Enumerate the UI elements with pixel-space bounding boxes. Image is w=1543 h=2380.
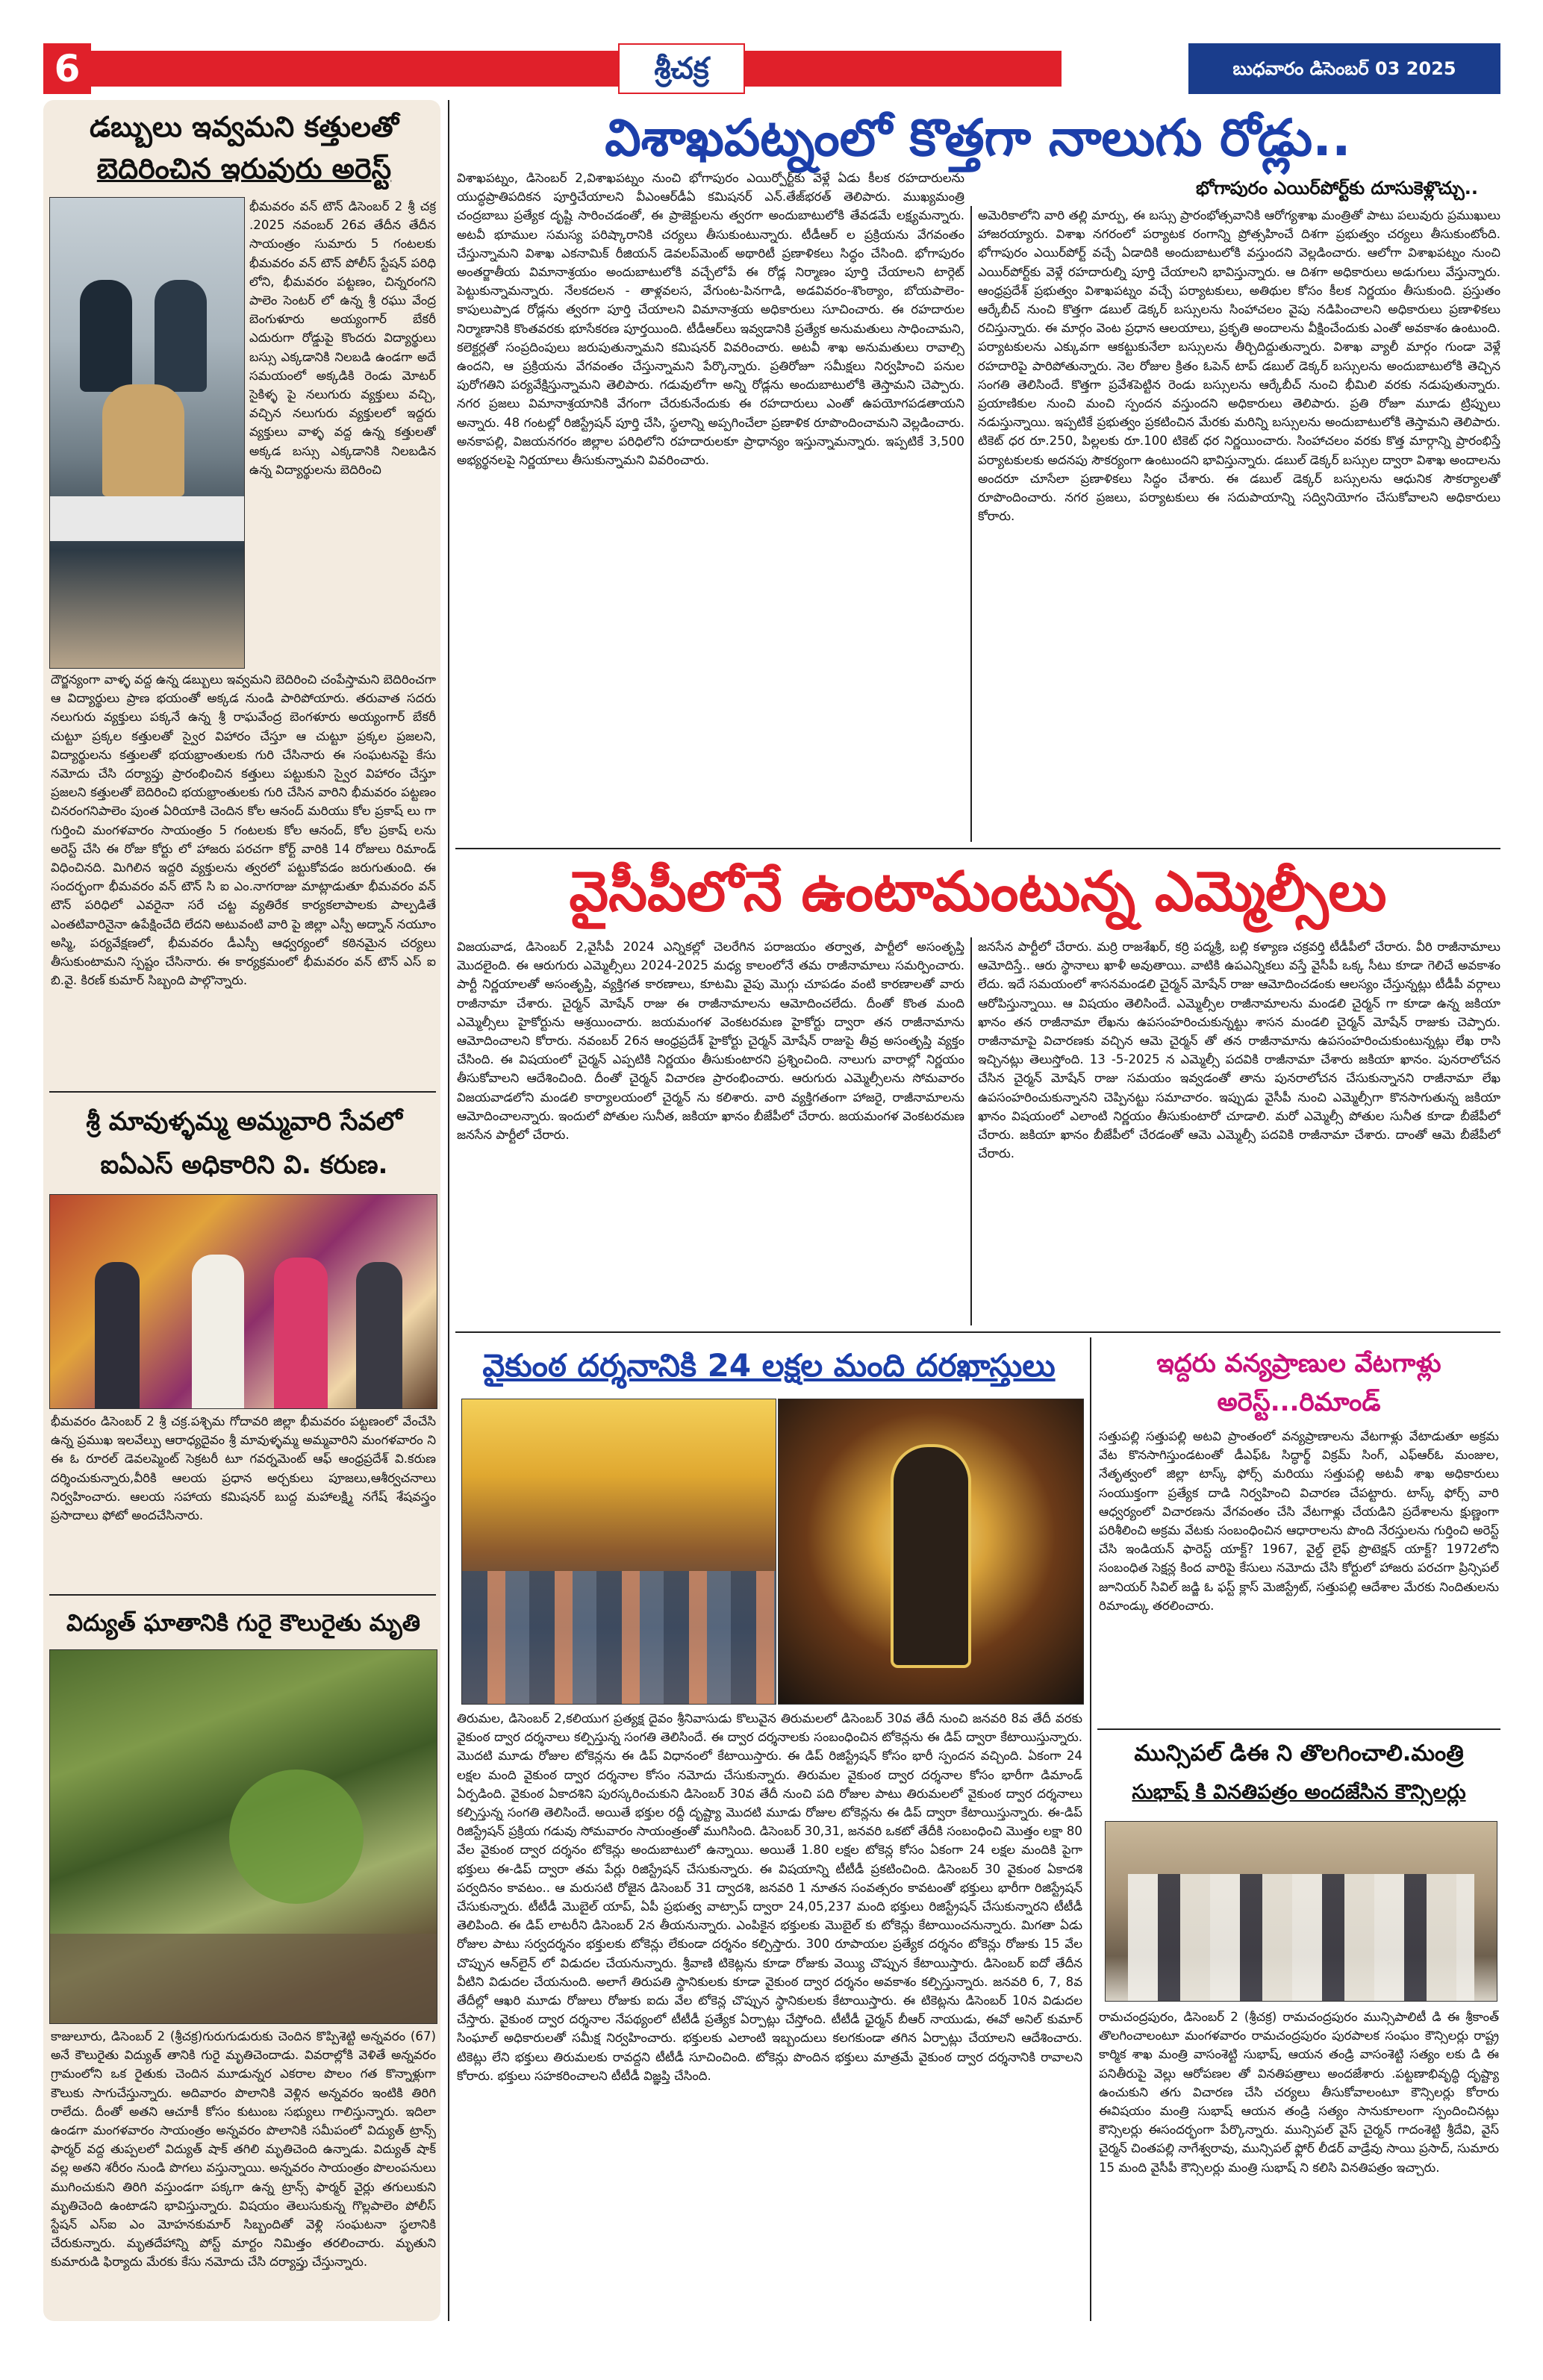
arrest-photo-figure-2 bbox=[155, 280, 207, 392]
left-story1-intro: భీమవరం వన్ టౌన్ డిసెంబర్ 2 శ్రీ చక్ర .2025 నవంబర్ 26వ తేదీన తేదీన సాయంత్రం సుమారు 5 గంటలకు భీమవరం వన్ టౌన్ పోలీస్ స్టేషన్ పరిధి లోని, భీమవరం పట్టణం, చిన్నరంగని పాలెం సెంటర్ లో ఉన్న శ్రీ రఘు వేంద్ర బెంగుళూరు అయ్యంగార్ బేకరీ ఎదురుగా రోడ్డుపై కొందరు విద్యార్థులు బస్సు ఎక్కడానికి నిలబడి ఉండగా అదే సమయంలో అక్కడికి రెండు మోటర్ సైకిళ్ళ పై నలుగురు వ్యక్తులు వచ్చి, వచ్చిన నలుగురు వ్యక్తులలో ఇద్దరు వ్యక్తులు వాళ్ళ వద్ద ఉన్న కత్తులతో అక్కడ బస్సు ఎక్కడానికి నిలబడిన ఉన్న విద్యార్థులను బెదిరించి bbox=[249, 199, 436, 477]
top-subhead: భోగాపురం ఎయిర్‌పోర్ట్‌కు దూసుకెళ్లొచ్చు.. bbox=[1195, 178, 1478, 199]
masthead-logo-box bbox=[618, 43, 745, 94]
temple-deity-photo bbox=[778, 1399, 1084, 1705]
temple-photo-person-4 bbox=[356, 1262, 402, 1408]
right-divider bbox=[1097, 1728, 1500, 1730]
right-story1-headline-2: అరెస్ట్...రిమాండ్ bbox=[1217, 1387, 1381, 1417]
right-story1-headline-1: ఇద్దరు వన్యప్రాణుల వేటగాళ్లు bbox=[1156, 1349, 1441, 1378]
left-story2-headline-2: ఐఏఎస్ అధికారిని వి. కరుణ. bbox=[100, 1150, 388, 1180]
right-column-divider bbox=[1090, 1337, 1091, 2321]
temple-photo-person-2 bbox=[192, 1255, 244, 1408]
top-col-1: విశాఖపట్నం, డిసెంబర్ 2,విశాఖపట్నం నుంచి భోగాపురం ఎయిర్పోర్ట్‌కు వెళ్లే ఏడు కీలక రహదారులను యుద్ధప్రాతిపదికన పూర్తిచేయాలని వీఎంఆర్‌డీఏ కమిషనర్ ఎన్.తేజ్‌భరత్ తెలిపారు. ముఖ్యమంత్రి చంద్రబాబు ప్రత్యేక దృష్టి సారించడంతో, ఈ ప్రాజెక్టులను త్వరగా అందుబాటులోకి తేవడమే లక్ష్యమన్నారు. అటవీ భూముల సమస్య పరిష్కారానికి చర్యలు తీసుకుంటున్నారు. టీడీఆర్ ల ప్రక్రియను వేగవంతం చేస్తున్నామని విశాఖ ఎకనామిక్ రీజియన్ డెవలప్‌మెంట్ అథారిటీ ప్రణాళికలు సిద్ధం చేసింది. భోగాపురం అంతర్జాతీయ విమానాశ్రయం అందుబాటులోకి వచ్చేలోపే ఈ రోడ్ల నిర్మాణం పూర్తి చేయాలని టార్గెట్ పెట్టుకున్నామన్నారు. నేలకదలన - తాళ్లవలస, వేగుంట-పినగాడి, అడవివరం-శొంఠ్యాం, బోయపాలెం-కాపులుప్పాడ రోడ్లను త్వరగా పూర్తి చేయాలని విమానాశ్రయ అధికారులు సూచించారు. ఈ రహదారుల నిర్మాణానికి కొంతవరకు భూసేకరణ పూర్తయింది. టీడీఆర్‌లు ఇవ్వడానికి ప్రత్యేక అనుమతులు సాధించామని, కలెక్టర్లతో సంప్రదింపులు జరుపుతున్నామని కమిషనర్ వివరించారు. అటవీ శాఖ అనుమతులు రావాల్సి ఉందని, ఆ ప్రక్రియను వేగవంతం చేస్తున్నామని పేర్కొన్నారు. ప్రతిరోజూ సమీక్షలు నిర్వహించి పనుల పురోగతిని పర్యవేక్షిస్తున్నామని తెలిపారు. గడువులోగా అన్ని రోడ్లను అందుబాటులోకి తెస్తామని చెప్పారు. నగర ప్రజలు విమానాశ్రయానికి వేగంగా చేరుకునేందుకు ఈ రహదారులు ఎంతో ఉపయోగపడతాయని అన్నారు. 48 గంటల్లో రిజిస్ట్రేషన్ పూర్తి చేసి, స్థలాన్ని అప్పగించేలా ప్రణాళిక రూపొందించామని వెల్లడించారు. అనకాపల్లి, విజయనగరం జిల్లాల పరిధిలోని రహదారులకూ ప్రాధాన్యం ఇస్తున్నామన్నారు. ఇప్పటికే 3,500 అభ్యర్థనలపై నిర్ణయాలు తీసుకున్నామని వివరించారు. bbox=[457, 171, 964, 468]
lead-bottom-rule bbox=[455, 848, 1500, 849]
right-story2-headline-2: సుభాష్ కి వినతిపత్రం అందజేసిన కౌన్సిలర్లు bbox=[1132, 1781, 1466, 1804]
temple-photo-person-1 bbox=[95, 1262, 140, 1408]
right-story2-body: రామచంద్రపురం, డిసెంబర్ 2 (శ్రీచక్ర) రామచంద్రపురం మున్సిపాలిటీ డి ఈ శ్రీకాంత్ తొలగించాలంటూ మంగళవారం రామచంద్రపురం పురపాలక సంఘం కౌన్సిలర్లు రాష్ట్ర కార్మిక శాఖ మంత్రి వాసంశెట్టి సుభాష్, ఆయన తండ్రి వాసంశెట్టి సత్యం లకు డి ఈ పనితీరుపై వెల్లు ఆరోపణల తో వినతిపత్రాలు అందజేశారు .పట్టణాభివృద్ధి దృష్ట్యా ఉంచుకుని తగు విచారణ చేసి చర్యలు తీసుకోవాలంటూ కౌన్సిలర్లు కోరారు ఈవిషయం మంత్రి సుభాష్ ఆయన తండ్రి సత్యం సానుకూలంగా స్పందించినట్లు కౌన్సిలర్లు ఈసందర్భంగా పేర్కొన్నారు. మున్సిపల్ వైస్ చైర్మన్ గాదంశెట్టి శ్రీదేవి, వైస్ చైర్మన్ చింతపల్లి నాగేశ్వరావు, మున్సిపల్ ఫ్లోర్ లీడర్ వాడ్రేవు సాయి ప్రసాద్, సుమారు 15 మంది వైసీపీ కౌన్సిలర్లు మంత్రి సుభాష్ ని కలిసి వినతిపత్రం ఇచ్చారు. bbox=[1099, 2010, 1499, 2175]
vaikunta-body: తిరుమల, డిసెంబర్ 2,కలియుగ ప్రత్యక్ష దైవం శ్రీనివాసుడు కొలువైన తిరుమలలో డిసెంబర్ 30వ తేదీ నుంచి జనవరి 8వ తేదీ వరకు వైకుంఠ ద్వార దర్శనాలు కల్పిస్తున్న సంగతి తెలిసిందే. ఈ ద్వార దర్శనాలకు సంబంధించిన టోకెన్లను ఈ డిప్ ద్వారా కేటాయిస్తున్నారు. మొదటి మూడు రోజుల టోకెన్లను ఈ డిప్ విధానంలో కేటాయిస్తారు. ఈ డిప్ రిజిస్ట్రేషన్ కోసం భారీ స్పందన వచ్చింది. ఏకంగా 24 లక్షల మంది వైకుంఠ ద్వార దర్శనాల కోసం నమోదు చేసుకున్నారు. తిరుమల వైకుంఠ ద్వార దర్శనాల కోసం భారీగా డిమాండ్ ఏర్పడింది. వైకుంఠ ఏకాదశిని పురస్కరించుకుని డిసెంబర్ 30వ తేదీ నుంచి పది రోజుల పాటు తిరుమలలో వైకుంఠ ద్వార దర్శనాలు కల్పిస్తున్న సంగతి తెలిసిందే. అయితే భక్తుల రద్దీ దృష్ట్యా మొదటి మూడు రోజుల టోకెన్లను ఈ డిప్ ద్వారా కేటాయిస్తున్నారు. ఈ-డిప్ రిజిస్ట్రేషన్ ప్రక్రియ గడువు సోమవారం సాయంత్రంతో ముగిసింది. డిసెంబర్ 30,31, జనవరి ఒకటో తేదీకి సంబంధించి మొత్తం లక్షా 80 వేల వైకుంఠ ద్వార దర్శనం టోకెన్లు అందుబాటులో ఉన్నాయి. అయితే 1.80 లక్షల టోకెన్ల కోసం ఏకంగా 24 లక్షల మందికి పైగా భక్తులు ఈ-డిప్ ద్వారా తమ పేర్లు రిజిస్ట్రేషన్ చేసుకున్నారు. ఈ విషయాన్ని టీటీడీ ప్రకటించింది. డిసెంబర్ 30 వైకుంఠ ఏకాదశి పర్వదినం కావటం.. ఆ మరుసటి రోజైన డిసెంబర్ 31 ద్వాదశి, జనవరి 1 నూతన సంవత్సరం కావటంతో భక్తులు భారీగా రిజిస్ట్రేషన్ చేసుకున్నారు. టీటీడీ మొబైల్ యాప్, ఏపీ ప్రభుత్వ వాట్సాప్ ద్వారా 24,05,237 మంది భక్తులు రిజిస్ట్రేషన్ చేసుకున్నారని టీటీడీ తెలిపింది. ఈ డిప్ లాటరీని డిసెంబర్ 2న తీయనున్నారు. ఎంపికైన భక్తులకు మొబైల్ కు టోకెన్లు కేటాయించనున్నారు. మిగతా ఏడు రోజుల పాటు సర్వదర్శనం భక్తులకు టోకెన్లు లేకుండా దర్శనం కల్పిస్తారు. 300 రూపాయల ప్రత్యేక దర్శనం టోకెన్లు రోజుకు 15 వేల చొప్పున ఆన్‌లైన్ లో విడుదల చేయనున్నారు. శ్రీవాణి టికెట్లను కూడా రోజుకు వెయ్యి చొప్పున కేటాయిస్తారు. డిసెంబర్ ఐదో తేదీన వీటిని విడుదల చేయనుంది. అలాగే తిరుపతి స్థానికులకు కూడా వైకుంఠ ద్వార దర్శనం అవకాశం కల్పిస్తున్నారు. జనవరి 6, 7, 8వ తేదీల్లో ఆఖరి మూడు రోజులు రోజుకు ఐదు వేల టోకెన్ల చొప్పున స్థానికులకు కేటాయిస్తారు. ఈ టికెట్లను డిసెంబర్ 10న విడుదల చేస్తారు. వైకుంఠ ద్వార దర్శనాల నేపథ్యంలో టీటీడీ ప్రత్యేక ఏర్పాట్లు చేస్తోంది. టీటీడీ ఛైర్మన్ బీఆర్ నాయుడు, ఈవో అనిల్ కుమార్ సింఘాల్ అధికారులతో సమీక్ష నిర్వహించారు. భక్తులకు ఎలాంటి ఇబ్బందులు కలగకుండా తగిన ఏర్పాట్లు చేయాలని ఆదేశించారు. టికెట్లు లేని భక్తులు తిరుమలకు రావద్దని టీటీడీ సూచించింది. టోకెన్లు పొందిన భక్తులు మాత్రమే వైకుంఠ ద్వార దర్శనానికి రావాలని కోరారు. భక్తులు సహకరించాలని టీటీడీ విజ్ఞప్తి చేసింది. bbox=[457, 1711, 1082, 2083]
top-headline: విశాఖపట్నంలో కొత్తగా నాలుగు రోడ్లు.. bbox=[605, 109, 1351, 168]
arrest-photo-officer bbox=[102, 384, 184, 496]
left-story3-headline: విద్యుత్ ఘాతానికి గురై కౌలురైతు మృతి bbox=[66, 1610, 420, 1637]
left-story1-headline-2: బెదిరించిన ఇరువురు అరెస్ట్ bbox=[96, 152, 392, 185]
left-story2-headline-1: శ్రీ మావుళ్ళమ్మ అమ్మవారి సేవలో bbox=[86, 1107, 402, 1137]
masthead-date-box bbox=[1188, 43, 1500, 94]
right-story2-headline-1: మున్సిపల్ డిఈ ని తొలగించాలి.మంత్రి bbox=[1134, 1740, 1464, 1767]
temple-visit-photo bbox=[49, 1194, 437, 1409]
top-col-divider bbox=[970, 206, 972, 842]
field-accident-photo bbox=[49, 1649, 437, 2024]
field-photo-ground bbox=[50, 1934, 437, 2023]
sidebar-divider bbox=[448, 100, 449, 2321]
paper-logo: శ్రీచక్ర bbox=[654, 51, 709, 86]
left-divider-1 bbox=[49, 1091, 436, 1093]
councillors-photo bbox=[1105, 1821, 1497, 2002]
top-col-2: అమెరికాలోని వారి తల్లి మార్పు, ఈ బస్సు ప్రారంభోత్సవానికి ఆరోగ్యశాఖ మంత్రితో పాటు పలువురు ప్రముఖులు హాజరయ్యారు. విశాఖ నగరంలో పర్యాటక రంగాన్ని ప్రోత్సహించే దిశగా ప్రభుత్వం చర్యలు తీసుకుంటోంది. భోగాపురం ఎయిర్‌పోర్ట్ వచ్చే ఏడాదికి అందుబాటులోకి వస్తుందని వెల్లడించారు. ఆలోగా విశాఖపట్నం నుంచి ఎయిర్‌పోర్ట్‌కు వెళ్లే రహదారుల్ని పూర్తి చేయాలని భావిస్తున్నారు. ఆ దిశగా అధికారులు అడుగులు వేస్తున్నారు. ఆంధ్రప్రదేశ్ ప్రభుత్వం విశాఖపట్నం వచ్చే పర్యాటకులు, అతిథుల కోసం కీలక నిర్ణయం తీసుకుంది. ప్రస్తుతం ఆర్కేబీచ్ నుంచి కొత్తగా డబుల్ డెక్కర్ బస్సులను సింహాచలం వైపు నడిపించాలని అధికారులు ప్రణాళికలు రచిస్తున్నారు. ఈ మార్గం వెంట ప్రధాన ఆలయాలు, ప్రకృతి అందాలను వీక్షించేందుకు ఎంతో అవకాశం ఉంటుంది. పర్యాటకులను ఎక్కువగా ఆకట్టుకునేలా బస్సులను తీర్చిదిద్దుతున్నారు. విశాఖ వ్యాలీ మార్గం గుండా వెళ్లే రహదారిపై పారిపోతున్నారు. నెల రోజుల క్రితం ఓపెన్ టాప్ డబుల్ డెక్కర్ బస్సులను అందుబాటులోకి తెచ్చిన సంగతి తెలిసిందే. కొత్తగా ప్రవేశపెట్టిన రెండు బస్సులను ఆర్కేబీచ్ నుంచి భీమిలి వరకు నడుపుతున్నారు. ప్రయాణికుల నుంచి మంచి స్పందన వస్తుందని అధికారులు తెలిపారు. ప్రతి రోజూ మూడు ట్రిప్పులు నడుస్తున్నాయి. ఇప్పటికే ప్రభుత్వం ప్రకటించిన మేరకు మరిన్ని బస్సులను అందుబాటులోకి తెస్తామని తెలిపారు. టికెట్ ధర రూ.250, పిల్లలకు రూ.100 టికెట్ ధర నిర్ణయించారు. సింహాచలం వరకు కొత్త మార్గాన్ని ప్రారంభిస్తే పర్యాటకులకు అదనపు సౌకర్యంగా ఉంటుందని భావిస్తున్నారు. డబుల్ డెక్కర్ బస్సుల ద్వారా విశాఖ అందాలను అందరూ చూసేలా ప్రణాళికలు సిద్ధం చేశారు. ఈ డబుల్ డెక్కర్ బస్సులను ఆధునిక సౌకర్యాలతో రూపొందించారు. నగర ప్రజలు, పర్యాటకులు ఈ సదుపాయాన్ని సద్వినియోగం చేసుకోవాలని అధికారులు కోరారు. bbox=[978, 208, 1500, 524]
temple-photo-person-3 bbox=[274, 1258, 328, 1408]
devotees-queue-photo bbox=[461, 1399, 776, 1705]
masthead-band-red bbox=[91, 51, 1062, 87]
deity-figure bbox=[891, 1444, 971, 1668]
date-line: బుధవారం డిసెంబర్ 03 2025 bbox=[1232, 58, 1456, 79]
left-story1-body: దౌర్జన్యంగా వాళ్ళ వద్ద ఉన్న డబ్బులు ఇవ్వమని బెదిరించి చంపేస్తామని బెదిరించగా ఆ విద్యార్థులు ప్రాణ భయంతో అక్కడ నుండి పారిపోయారు. తరువాత సదరు నలుగురు వ్యక్తులు పక్కనే ఉన్న శ్రీ రాఘవేంద్ర బెంగళూరు అయ్యంగార్ బేకరీ చుట్టూ ప్రక్కల కత్తులతో స్వైర విహారం చేస్తూ ఆ చుట్టూ ప్రక్కల ప్రజలని, విద్యార్థులను కత్తులతో భయభ్రాంతులకు గురి చేసినారు ఈ సంఘటనపై కేసు నమోదు చేసి దర్యాప్తు ప్రారంభించిన కత్తులు పట్టుకుని స్వైర విహారం చేస్తూ ప్రజలని కత్తులతో బెదిరించి భయభ్రాంతులకు గురి చేసిన వారిని భీమవరం పట్టణం చినరంగనిపాలెం పుంత ఏరియాకి చెందిన కోల ఆనంద్ మరియు కోల ప్రకాష్ లు గా గుర్తించి మంగళవారం సాయంత్రం 5 గంటలకు కోల ఆనంద్, కోల ప్రకాష్ లను అరెస్ట్ చేసి ఈ రోజు కోర్టు లో హాజరు పరచగా కోర్ట్ వారికి 14 రోజులు రిమాండ్ విధించినది. మిగిలిన ఇద్దరి వ్యక్తులను త్వరలో పట్టుకోవడం జరుగుతుంది. ఈ సందర్భంగా భీమవరం వన్ టౌన్ సి ఐ ఎం.నాగరాజు మాట్లాడుతూ భీమవరం వన్ టౌన్ పరిధిలో ఎవరైనా సరే చట్ట వ్యతిరేక కార్యకలాపాలకు పాల్పడితే ఎంతటివారినైనా ఉపేక్షించేది లేదని అటువంటి వారి పై జిల్లా ఎస్పీ అద్నాన్ నయూం అస్మి, పర్యవేక్షణలో, భీమవరం డీఎస్పీ ఆధ్వర్యంలో కఠినమైన చర్యలు తీసుకుంటామని స్పష్టం చేసినారు. ఈ కార్యక్రమంలో భీమవరం వన్ టౌన్ ఎస్ ఐ బి.వై. కిరణ్ కుమార్ సిబ్బంది పాల్గొన్నారు. bbox=[51, 672, 436, 988]
masthead bbox=[43, 43, 1500, 94]
arrest-photo-table bbox=[50, 496, 244, 541]
left-story2-body: భీమవరం డిసెంబర్ 2 శ్రీ చక్ర.పశ్చిమ గోదావరి జిల్లా భీమవరం పట్టణంలో వేంచేసి ఉన్న ప్రముఖ ఇలవేల్పు ఆరాధ్యదైవం శ్రీ మావుళ్ళమ్మ అమ్మవారిని మంగళవారం ని ఈ ఓ రూరల్ డెవలప్మెంట్ సెక్రటరీ టూ గవర్నమెంట్ ఆఫ్ ఆంధ్రప్రదేశ్ వి.కరుణ దర్శించుకున్నారు,వీరికి ఆలయ ప్రధాన అర్చకులు పూజలు,ఆశీర్వచనాలు నిర్వహించారు. ఆలయ సహాయ కమిషనర్ బుద్ద మహాలక్ష్మి నగేష్ శేషవస్త్రం ప్రసాదాలు ఫోటో అందచేసినారు. bbox=[51, 1414, 436, 1523]
ycp-col-divider bbox=[970, 937, 972, 1325]
ycp-col-2: జనసేన పార్టీలో చేరారు. మర్రి రాజశేఖర్, కర్రి పద్మశ్రీ, బల్లి కళ్యాణ చక్రవర్తి టీడీపీలో చేరారు. వీరి రాజీనామాలు ఆమోదిస్తే.. ఆరు స్థానాలు ఖాళీ అవుతాయి. వాటికి ఉపఎన్నికలు వస్తే వైసీపీ ఒక్క సీటు కూడా గెలిచే అవకాశం లేదు. ఇదే సమయంలో శాసనమండలి చైర్మన్ మోషేన్ రాజు ఆమోదించడంకు ఆలస్యం చేస్తున్నట్లు టీడీపీ వర్గాలు ఆరోపిస్తున్నాయి. ఆ విషయం తెలిసిందే. ఎమ్మెల్సీల రాజీనామాలను మండలి చైర్మన్ గా కూడా ఉన్న జకియా ఖానం తన రాజీనామా లేఖను ఉపసంహరించుకున్నట్టు శాసన మండలి చైర్మన్ మోషేన్ రాజుకు చెప్పారు. రాజీనామాపై విచారణకు వచ్చిన ఆమె చైర్మన్ తో తన రాజీనామాను ఉపసంహరించుకుంటున్నట్లు లేఖ రాసి ఇచ్చినట్లు తెలుస్తోంది. 13 -5-2025 న ఎమ్మెల్సీ పదవికి రాజీనామా చేశారు జకియా ఖానం. పునరాలోచన చేసిన చైర్మన్ మోషేన్ రాజు సమయం ఇవ్వడంతో తాను పునరాలోచన చేసుకున్నానని రాజీనామా లేఖ ఉపసంహరించుకున్నానని చెప్పినట్టు సమాచారం. ఇప్పుడు వైసీపీ నుంచి ఎమ్మెల్సీగా కొనసాగుతున్న జకియా ఖానం విషయంలో ఎలాంటి నిర్ణయం తీసుకుంటారో చూడాలి. మరో ఎమ్మెల్సీ పోతుల సునీత కూడా బీజేపీలో చేరారు. జకియా ఖానం బీజేపీలో చేరడంతో ఆమె ఎమ్మెల్సీ పదవికి రాజీనామా చేశారు. దాంతో ఆమె బీజేపీలో చేరారు. bbox=[978, 940, 1500, 1161]
queue-photo-crowd bbox=[462, 1571, 776, 1704]
arrest-photo bbox=[49, 197, 245, 669]
councillors-photo-group bbox=[1128, 1874, 1474, 2001]
ycp-headline: వైసీపీలోనే ఉంటామంటున్న ఎమ్మెల్సీలు bbox=[569, 860, 1387, 924]
ycp-col-1: విజయవాడ, డిసెంబర్ 2,వైసీపీ 2024 ఎన్నికల్లో చెలరేగిన పరాజయం తర్వాత, పార్టీలో అసంతృప్తి మొదలైంది. ఈ ఆరుగురు ఎమ్మెల్సీలు 2024-2025 మధ్య కాలంలోనే తమ రాజీనామాలు సమర్పించారు. పార్టీ నిర్ణయాలతో అసంతృప్తి, వ్యక్తిగత కారణాలు, కూటమి వైపు మొగ్గు చూపడం వంటి కారణాలతో వారు రాజీనామా చేశారు. చైర్మన్ మోషేన్ రాజు ఈ రాజీనామాలను ఆమోదించలేదు. దీంతో కొంత మంది ఎమ్మెల్సీలు హైకోర్టును ఆశ్రయించారు. జయమంగళ వెంకటరమణ హైకోర్టు ద్వారా తన రాజీనామాను ఆమోదించాలని కోరారు. నవంబర్ 26న ఆంధ్రప్రదేశ్ హైకోర్టు చైర్మన్ మోషేన్ రాజుపై తీవ్ర అసంతృప్తి వ్యక్తం చేసింది. ఈ విషయంలో చైర్మన్ ఎప్పటికి నిర్ణయం తీసుకుంటారని ప్రశ్నించింది. నాలుగు వారాల్లో నిర్ణయం తీసుకోవాలని ఆదేశించింది. దీంతో చైర్మన్ విచారణ ప్రారంభించారు. ఆరుగురు ఎమ్మెల్సీలను సోమవారం విజయవాడలోని మండలి కార్యాలయంలో చైర్మన్ ను కలిశారు. వారి వ్యక్తిగతంగా హాజరై, రాజీనామాలను ఆమోదించాలన్నారు. ఇందులో పోతుల సునీత, జకియా ఖానం బీజేపీలో చేరారు. జయమంగళ వెంకటరమణ జనసేన పార్టీలో చేరారు. bbox=[457, 940, 964, 1143]
arrest-photo-figure-1 bbox=[80, 280, 132, 392]
ycp-bottom-rule bbox=[455, 1331, 1500, 1333]
left-story3-body: కాజులూరు, డిసెంబర్ 2 (శ్రీచక్ర)గురుగుడురుకు చెందిన కొప్పిశెట్టి అన్నవరం (67) అనే కౌలురైతు విద్యుత్ తానికి గురై మృతిచెందాడు. వివరాల్లోకి వెళితే అన్నవరం గ్రామంలోని ఒక రైతుకు చెందిన మూడున్నర ఎకరాల పొలం గత కొన్నాళ్లుగా కౌలుకు సాగుచేస్తున్నారు. అదివారం పొలానికి వెళ్లిన అన్నవరం ఇంటికి తిరిగి రాలేదు. దీంతో అతని ఆచూకీ కోసం కుటుంబ సభ్యులు గాలిస్తున్నారు. ఇదిలా ఉండగా మంగళవారం సాయంత్రం అన్నవరం పొలానికి సమీపంలో విద్యుత్ ట్రాన్స్ ఫార్మర్ వద్ద తుప్పలలో విద్యుత్ షాక్ తగిలి మృతిచెంది ఉన్నాడు. విద్యుత్ షాక్ వల్ల అతని శరీరం నుండి పొగలు వస్తున్నాయి. అన్నవరం సాయంత్రం పొలంపనులు ముగించుకుని తిరిగి వస్తుండగా పక్కగా ఉన్న ట్రాన్స్ ఫార్మర్ వైర్లు తగులుకుని మృతిచెంది ఉంటాడని భావిస్తున్నారు. విషయం తెలుసుకున్న గొల్లపాలెం పోలీస్ స్టేషన్ ఎస్ఐ ఎం మోహనకుమార్ సిబ్బందితో వెళ్లి సంఘటనా స్థలానికి చేరుకున్నారు. మృతదేహాన్ని పోస్ట్ మార్టం నిమిత్తం తరలించారు. మృతుని కుమారుడి ఫిర్యాదు మేరకు కేసు నమోదు చేసి దర్యాప్తు చేస్తున్నారు. bbox=[51, 2029, 436, 2270]
vaikunta-headline: వైకుంఠ దర్శనానికి 24 లక్షల మంది దరఖాస్తులు bbox=[482, 1347, 1056, 1384]
page-number-box bbox=[43, 43, 91, 94]
right-story1-body: సత్తుపల్లి సత్తుపల్లి అటవి ప్రాంతంలో వన్యప్రాణాలను వేటగాళ్లు వేటాడుతూ అక్రమ వేట కొనసాగిస్తుండటంతో డీఎఫ్‌ఓ సిద్ధార్థ్ విక్రమ్ సింగ్, ఎఫ్ఆర్ఓ మంజుల, నేతృత్వంలో జిల్లా టాస్క్ ఫోర్స్ మరియు సత్తుపల్లి అటవీ శాఖ అధికారులు సంయుక్తంగా ప్రత్యేక దాడి నిర్వహించి విచారణ చేపట్టారు. టాస్క్ ఫోర్స్ వారి ఆధ్వర్యంలో విచారణను వేగవంతం చేసి వేటగాళ్లు చేయడిని ప్రదేశాలను క్షుణ్ణంగా పరిశీలించి అక్రమ వేటకు సంబంధించిన ఆధారాలను పొంది నేరస్తులను గుర్తించి అరెస్ట్ చేసి ఇండియన్ ఫారెస్ట్ యాక్ట్? 1967, వైల్డ్ లైఫ్ ప్రొటెక్షన్ యాక్ట్? 1972లోని సంబంధిత సెక్షన్ల కింద వారిపై కేసులు నమోదు చేసి కోర్టులో హాజరు పరచగా ప్రిన్సిపల్ జూనియర్ సివిల్ జడ్జి ఓ ఫస్ట్ క్లాస్ మెజిస్ట్రేట్, సత్తుపల్లి ఆదేశాల మేరకు నిందితులను రిమాండ్కు తరలించారు. bbox=[1099, 1429, 1499, 1613]
page-number: 6 bbox=[54, 47, 81, 90]
left-divider-2 bbox=[49, 1594, 436, 1596]
field-photo-plant bbox=[229, 1770, 364, 1904]
left-story1-headline-1: డబ్బులు ఇవ్వమని కత్తులతో bbox=[89, 110, 399, 143]
